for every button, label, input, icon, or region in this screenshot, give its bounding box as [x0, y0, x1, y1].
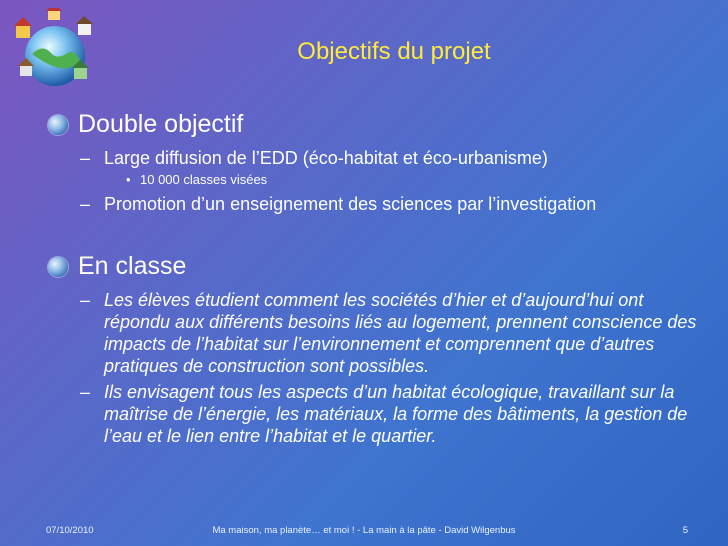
section-en-classe [48, 252, 708, 447]
globe-bullet-icon [48, 257, 68, 277]
item-text: Les élèves étudient comment les sociétés d’hier et d’aujourd’hui ont répondu aux différents besoins liés au logement, prennent conscience des impacts de l’habitat sur l’environnement et comprennent que d’autres pratiques de construction sont possibles. [104, 290, 697, 376]
section-heading [48, 110, 708, 139]
heading-text: Double objectif [78, 110, 244, 138]
globe-bullet-icon [48, 115, 68, 135]
dash-bullet-icon: – [80, 194, 91, 214]
list-item [80, 147, 708, 169]
dash-bullet-icon: – [80, 290, 91, 310]
list-item [80, 193, 708, 215]
sub-list-item [126, 171, 708, 189]
list-item [80, 289, 708, 377]
item-text: Promotion d’un enseignement des sciences par l’investigation [104, 194, 597, 214]
item-text: Large diffusion de l’EDD (éco-habitat et éco-urbanisme) [104, 148, 548, 168]
list-item [80, 381, 708, 447]
dot-bullet-icon: • [126, 172, 131, 187]
heading-text: En classe [78, 252, 187, 280]
footer-center: Ma maison, ma planète… et moi ! - La main à la pâte - David Wilgenbus [212, 525, 516, 536]
section-double-objectif [48, 110, 708, 215]
dash-bullet-icon: – [80, 148, 91, 168]
section-heading [48, 252, 708, 281]
item-text: 10 000 classes visées [140, 172, 268, 187]
slide-number: 5 [682, 525, 688, 536]
footer-date: 07/10/2010 [46, 525, 94, 536]
dash-bullet-icon: – [80, 382, 91, 402]
item-text: Ils envisagent tous les aspects d’un habitat écologique, travaillant sur la maîtrise de l’énergie, les matériaux, la forme des bâtiments, la gestion de l’eau et le lien entre l’habitat et le quartier. [104, 382, 688, 446]
slide-title: Objectifs du projet [297, 38, 491, 65]
